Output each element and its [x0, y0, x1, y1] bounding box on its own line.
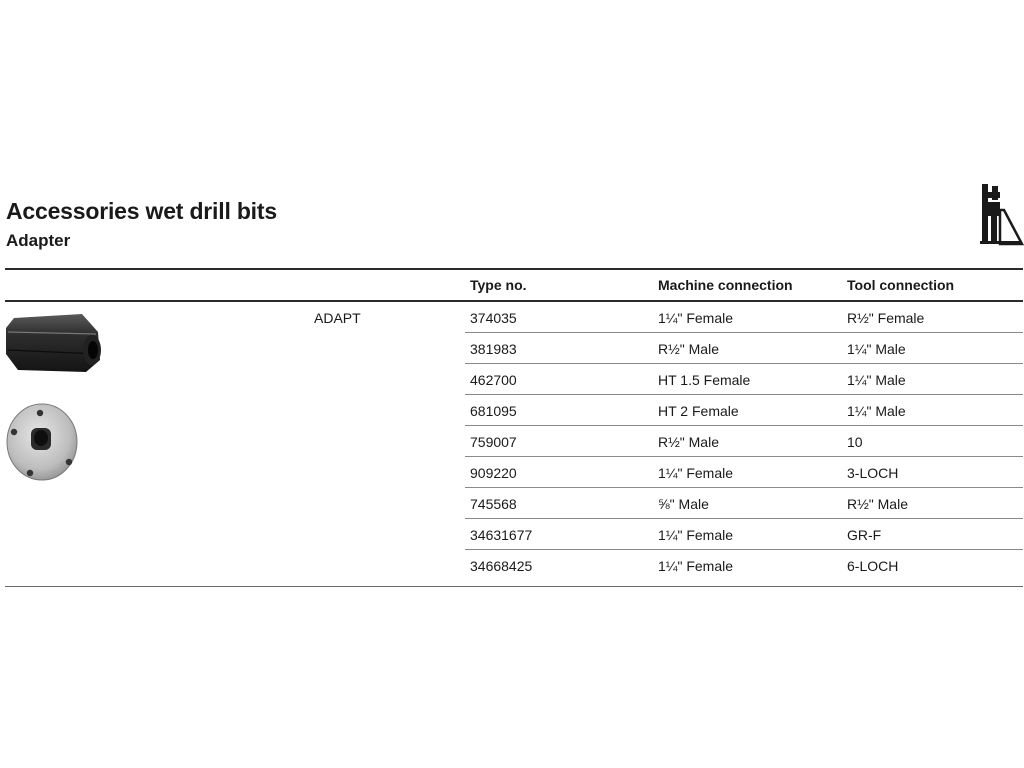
tool-connection-cell: R½" Female	[847, 310, 925, 326]
type-no-cell: 909220	[470, 465, 517, 481]
machine-connection-cell: HT 1.5 Female	[658, 372, 751, 388]
machine-connection-cell: HT 2 Female	[658, 403, 739, 419]
core-drill-stand-icon	[978, 182, 1024, 246]
table-row	[465, 364, 1023, 395]
table-row	[465, 457, 1023, 488]
tool-connection-cell: GR-F	[847, 527, 882, 543]
table-row	[465, 426, 1023, 457]
column-header-tool-connection: Tool connection	[847, 277, 955, 293]
type-no-cell: 745568	[470, 496, 517, 512]
type-no-cell: 759007	[470, 434, 517, 450]
machine-connection-cell: 1¼" Female	[658, 527, 734, 543]
column-header-type-no: Type no.	[470, 277, 527, 293]
machine-connection-cell: 1¼" Female	[658, 558, 734, 574]
type-no-cell: 462700	[470, 372, 517, 388]
page-subtitle: Adapter	[6, 231, 71, 250]
tool-connection-cell: R½" Male	[847, 496, 908, 512]
adapter-table	[465, 302, 1023, 582]
machine-connection-cell: ⅝" Male	[658, 496, 709, 512]
machine-connection-cell: R½" Male	[658, 434, 719, 450]
tool-connection-cell: 1¼" Male	[847, 372, 906, 388]
table-row	[465, 488, 1023, 519]
page-title: Accessories wet drill bits	[6, 198, 277, 224]
table-row	[465, 302, 1023, 333]
table-row	[465, 550, 1023, 582]
machine-connection-cell: R½" Male	[658, 341, 719, 357]
hex-adapter-image	[4, 312, 104, 374]
machine-connection-cell: 1¼" Female	[658, 310, 734, 326]
table-row	[465, 395, 1023, 426]
type-no-cell: 374035	[470, 310, 517, 326]
tool-connection-cell: 3-LOCH	[847, 465, 899, 481]
table-bottom-rule	[5, 586, 1023, 587]
table-top-rule	[5, 268, 1023, 270]
table-row	[465, 519, 1023, 550]
type-no-cell: 34668425	[470, 558, 533, 574]
type-no-cell: 681095	[470, 403, 517, 419]
flange-adapter-image	[5, 402, 79, 482]
tool-connection-cell: 10	[847, 434, 863, 450]
table-row	[465, 333, 1023, 364]
type-no-cell: 381983	[470, 341, 517, 357]
tool-connection-cell: 1¼" Male	[847, 341, 906, 357]
tool-connection-cell: 6-LOCH	[847, 558, 899, 574]
tool-connection-cell: 1¼" Male	[847, 403, 906, 419]
machine-connection-cell: 1¼" Female	[658, 465, 734, 481]
type-no-cell: 34631677	[470, 527, 533, 543]
product-label: ADAPT	[314, 310, 361, 326]
column-header-machine-connection: Machine connection	[658, 277, 793, 293]
